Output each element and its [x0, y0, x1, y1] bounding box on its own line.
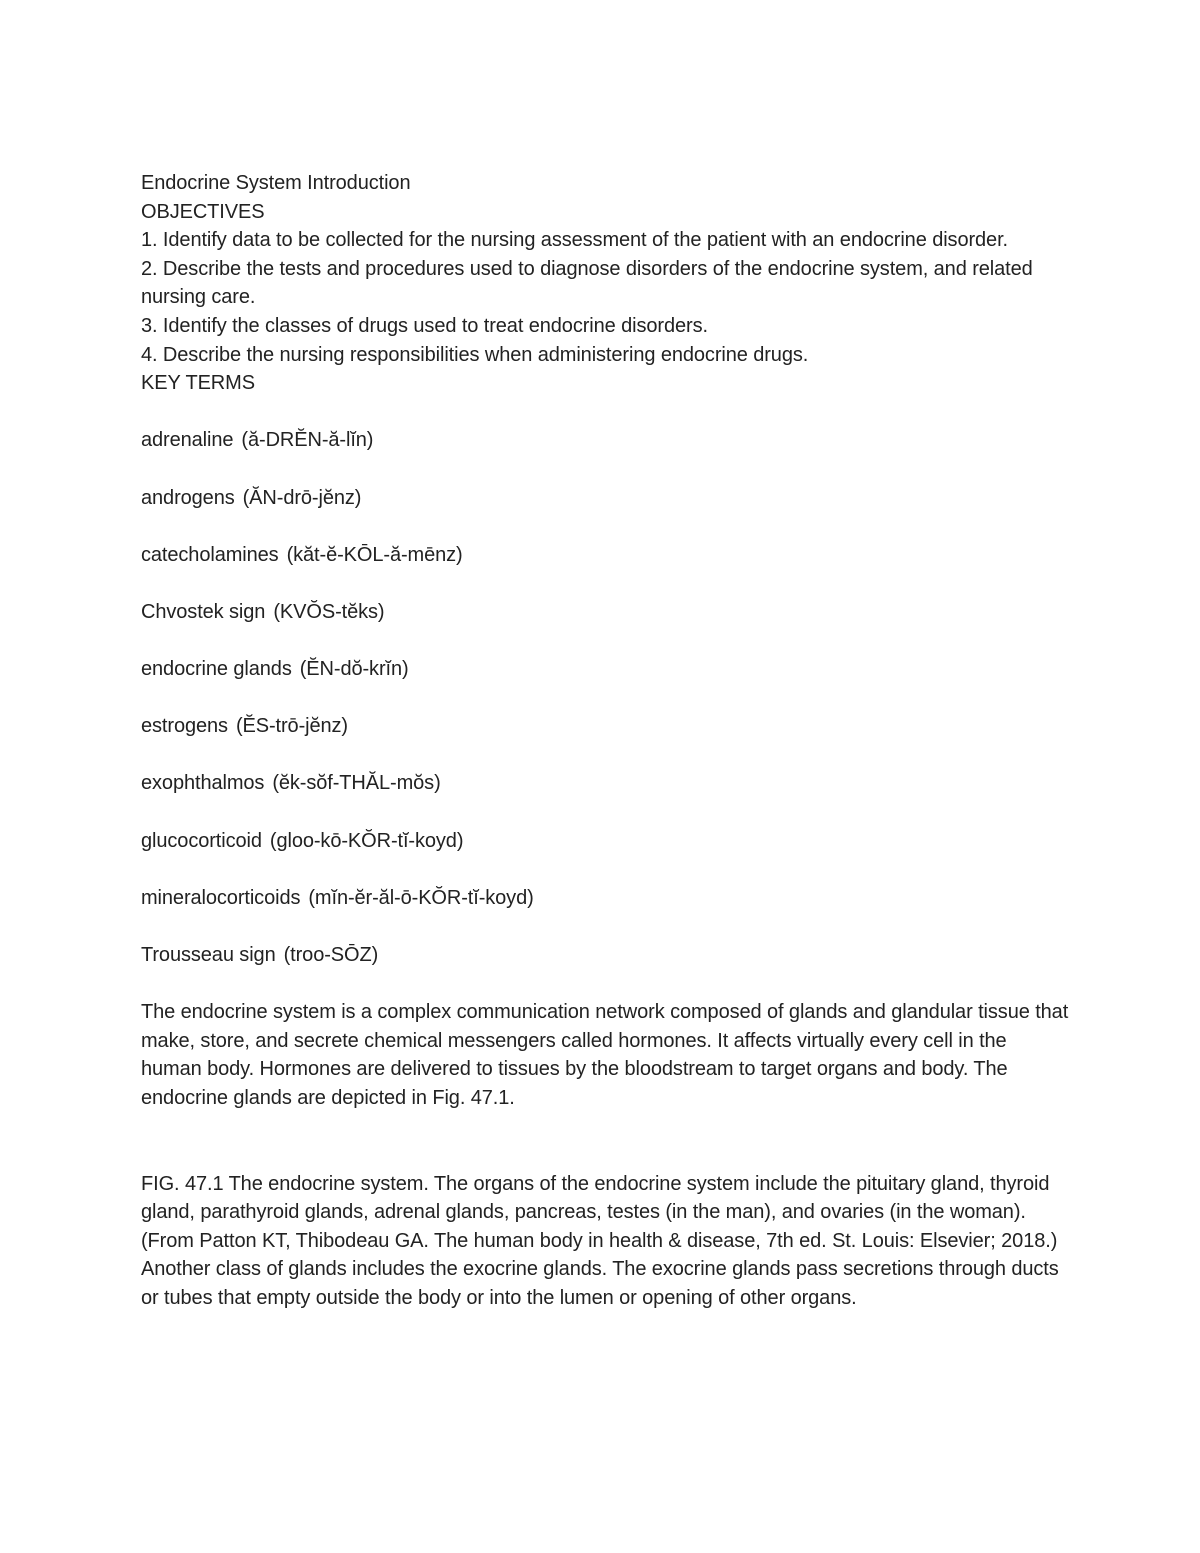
- key-term: glucocorticoid: [141, 829, 262, 852]
- objective-item: 3. Identify the classes of drugs used to treat endocrine disorders.: [141, 314, 708, 337]
- key-term-pronunciation: (kăt-ĕ-KŌL-ă-mēnz): [286, 543, 463, 566]
- key-term-pronunciation: (KVŎS-tĕks): [273, 600, 385, 623]
- key-term-item: [141, 884, 1071, 913]
- objective-item: 4. Describe the nursing responsibilities when administering endocrine drugs.: [141, 343, 809, 366]
- key-term-pronunciation: (ĕk-sŏf-THĂL-mŏs): [272, 772, 441, 795]
- key-term-item: [141, 541, 1071, 570]
- figure-caption: FIG. 47.1 The endocrine system. The organs of the endocrine system include the pituitary gland, thyroid gland, parathyroid glands, adrenal glands, pancreas, testes (in the man), and ovaries (in the woman). (From Patton KT, Thibodeau GA. The human body in health & disease, 7th ed. St. Louis: Elsevier; 2018.): [141, 1172, 1058, 1252]
- key-term: Chvostek sign: [141, 600, 266, 623]
- key-term-pronunciation: (ĔN-dŏ-krĭn): [299, 658, 409, 681]
- key-term: Trousseau sign: [141, 944, 276, 967]
- document-page: [141, 169, 1071, 1313]
- exocrine-paragraph: Another class of glands includes the exocrine glands. The exocrine glands pass secretions through ducts or tubes that empty outside the body or into the lumen or opening of other organs.: [141, 1258, 1059, 1309]
- key-term: estrogens: [141, 715, 228, 738]
- paragraph-spacer: [141, 1113, 1071, 1170]
- key-term: mineralocorticoids: [141, 886, 301, 909]
- key-term-pronunciation: (troo-SŌZ): [283, 944, 379, 967]
- key-term: catecholamines: [141, 543, 279, 566]
- key-term: androgens: [141, 486, 235, 509]
- key-term-item: [141, 598, 1071, 627]
- key-term: adrenaline: [141, 429, 234, 452]
- objectives-heading: OBJECTIVES: [141, 200, 265, 223]
- key-term-item: [141, 426, 1071, 455]
- key-term: exophthalmos: [141, 772, 265, 795]
- document-title: Endocrine System Introduction: [141, 172, 411, 194]
- key-term-item: [141, 769, 1071, 798]
- key-terms-heading: KEY TERMS: [141, 372, 255, 395]
- key-term-item: [141, 941, 1071, 970]
- key-term-item: [141, 712, 1071, 741]
- key-term-pronunciation: (mĭn-ĕr-ăl-ō-KŎR-tĭ-koyd): [308, 886, 534, 909]
- key-term-item: [141, 655, 1071, 684]
- objectives-list: [141, 226, 1071, 369]
- key-term-pronunciation: (gloo-kō-KŎR-tĭ-koyd): [269, 829, 464, 852]
- key-term: endocrine glands: [141, 658, 292, 681]
- intro-paragraph: The endocrine system is a complex communication network composed of glands and glandular tissue that make, store, and secrete chemical messengers called hormones. It affects virtually every cell in the human body. Hormones are delivered to tissues by the bloodstream to target organs and body. The endocrine glands are depicted in Fig. 47.1.: [141, 1001, 1069, 1109]
- key-term-item: [141, 827, 1071, 856]
- key-term-pronunciation: (ă-DRĔN-ă-lĭn): [241, 429, 374, 452]
- objective-item: 1. Identify data to be collected for the nursing assessment of the patient with an endocrine disorder.: [141, 229, 1008, 252]
- key-terms-list: [141, 426, 1071, 969]
- key-term-pronunciation: (ĂN-drō-jĕnz): [242, 486, 362, 509]
- key-term-pronunciation: (ĔS-trō-jĕnz): [235, 715, 348, 738]
- key-term-item: [141, 484, 1071, 513]
- objective-item: 2. Describe the tests and procedures used to diagnose disorders of the endocrine system, and related nursing care.: [141, 257, 1033, 309]
